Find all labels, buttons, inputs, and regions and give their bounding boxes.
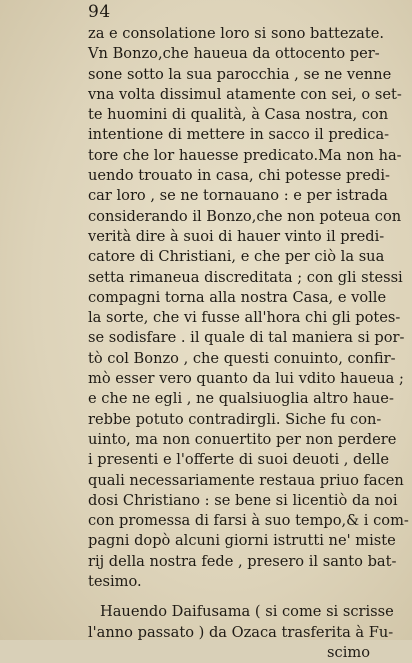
text-line: dosi Christiano : se bene si licentiò da noi <box>88 491 398 509</box>
text-line: intentione di mettere in sacco il predica- <box>88 126 390 144</box>
text-line: pagni dopò alcuni giorni istrutti ne' miste <box>88 532 396 550</box>
text-line: Hauendo Daifusama ( si come si scrisse <box>100 603 394 621</box>
page-number: 94 <box>88 2 111 22</box>
text-line: quali necessariamente restaua priuo facen <box>88 471 404 489</box>
text-line: uendo trouato in casa, chi potesse predi- <box>88 167 390 185</box>
text-line: tesimo. <box>88 573 142 591</box>
catchword: scimo <box>327 643 370 661</box>
text-line: uinto, ma non conuertito per non perdere <box>88 430 397 448</box>
text-line: te huomini di qualità, à Casa nostra, con <box>88 106 389 124</box>
text-line: rebbe potuto contradirgli. Siche fu con- <box>88 410 382 428</box>
text-line: e che ne egli , ne qualsiuoglia altro haue- <box>88 390 394 408</box>
text-line: car loro , se ne tornauano : e per istrada <box>88 187 388 205</box>
text-line: catore di Christiani, e che per ciò la sua <box>88 248 385 266</box>
text-line: i presenti e l'offerte di suoi deuoti , delle <box>88 451 390 469</box>
text-line: vna volta dissimul atamente con sei, o set- <box>88 85 402 103</box>
text-line: setta rimaneua discreditata ; con gli stessi <box>88 268 403 286</box>
text-line: mò esser vero quanto da lui vdito haueua ; <box>88 370 404 388</box>
text-line: sone sotto la sua parocchia , se ne venne <box>88 65 392 83</box>
body-text <box>88 24 409 663</box>
text-line: l'anno passato ) da Ozaca trasferita à Fu- <box>88 623 394 641</box>
text-line: se sodisfare . il quale di tal maniera si por- <box>88 329 405 347</box>
text-line: considerando il Bonzo,che non poteua con <box>88 207 402 225</box>
text-line: rij della nostra fede , presero il santo bat- <box>88 552 397 570</box>
text-line: tore che lor hauesse predicato.Ma non ha- <box>88 146 402 164</box>
text-line: verità dire à suoi di hauer vinto il predi- <box>88 227 385 245</box>
text-line: za e consolatione loro si sono battezate. <box>88 25 384 42</box>
text-line: tò col Bonzo , che questi conuinto, confir- <box>88 349 396 367</box>
text-line: con promessa di farsi à suo tempo,& i com- <box>88 512 409 530</box>
text-line: la sorte, che vi fusse all'hora chi gli potes- <box>88 309 401 327</box>
text-line: Vn Bonzo,che haueua da ottocento per- <box>88 45 380 63</box>
text-line: compagni torna alla nostra Casa, e volle <box>88 288 387 306</box>
